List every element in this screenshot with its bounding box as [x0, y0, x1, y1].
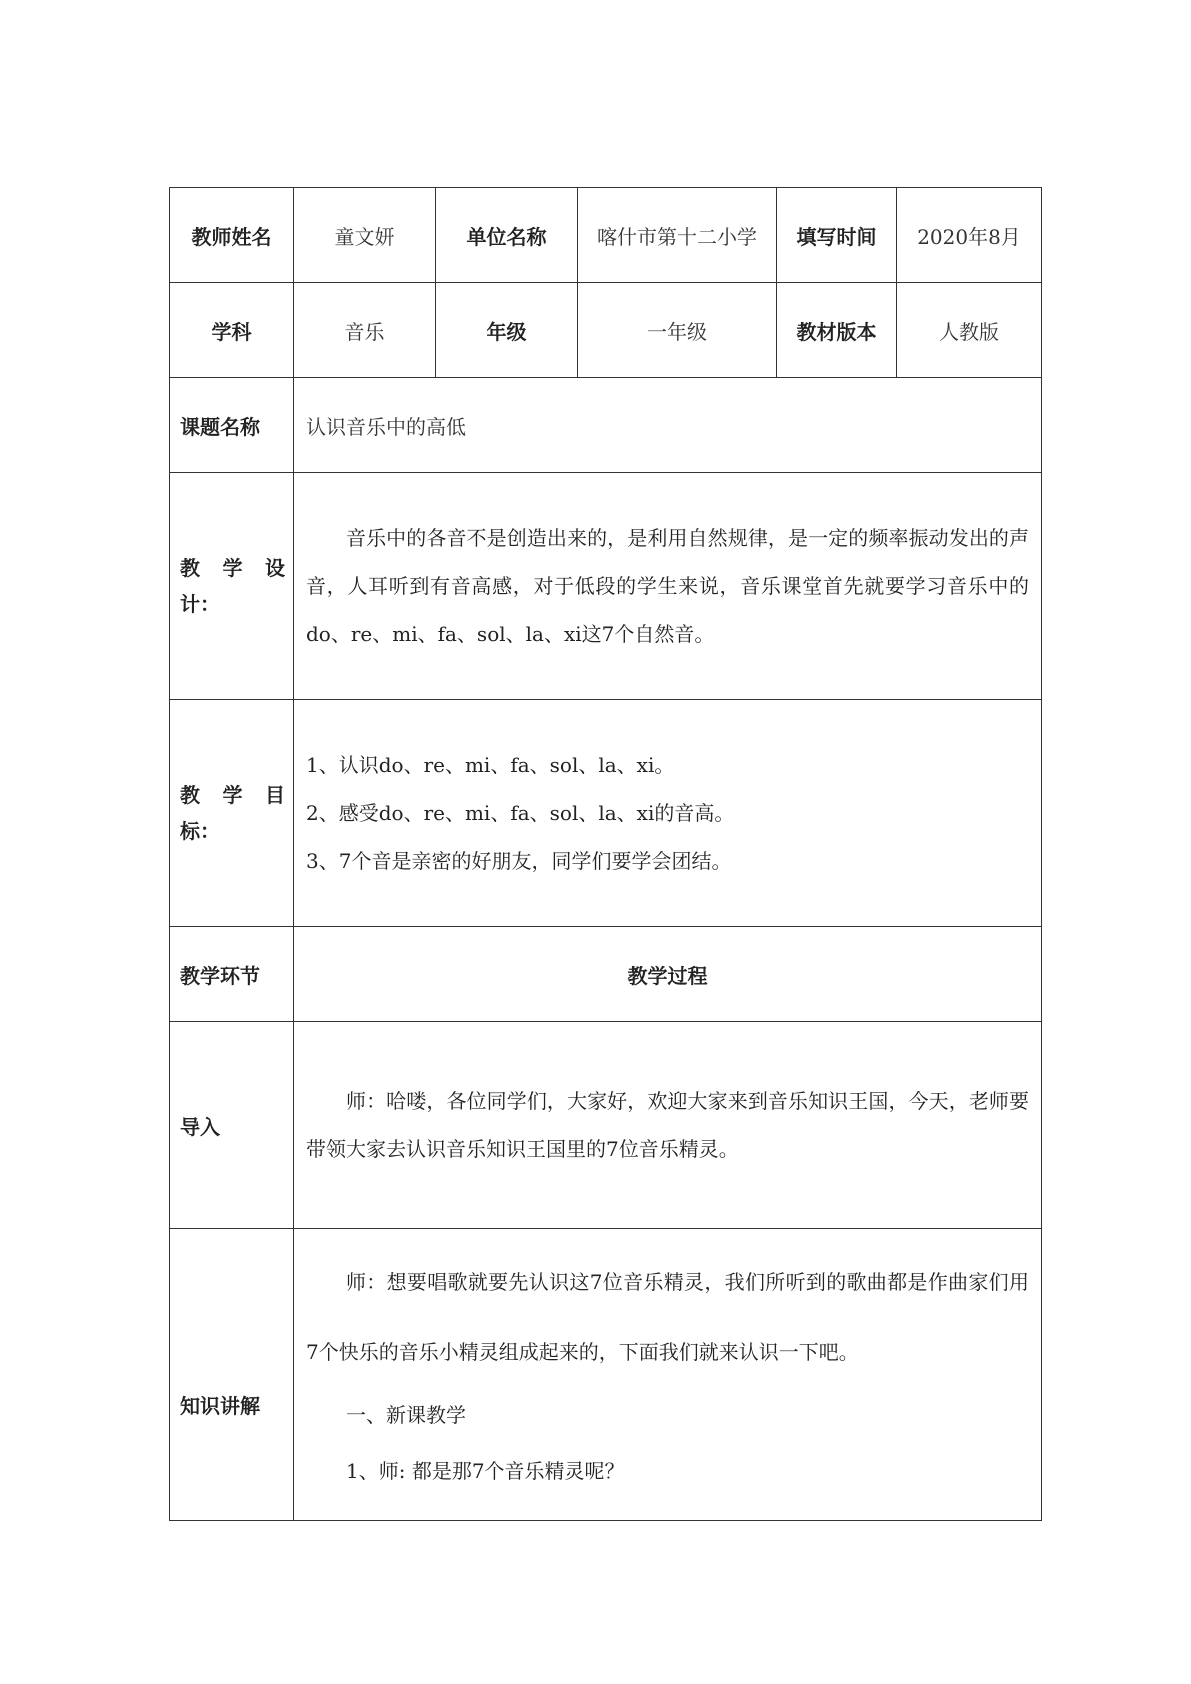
subject-label: 学科 [170, 283, 294, 378]
design-label-char: 设 [265, 556, 285, 580]
lesson-plan-table [169, 187, 1042, 1521]
textbook-edition-label: 教材版本 [777, 283, 897, 378]
teacher-name-label: 教师姓名 [170, 188, 294, 283]
teaching-goals-label [170, 700, 294, 927]
knowledge-label: 知识讲解 [170, 1229, 294, 1521]
goals-label-char: 教 [180, 783, 200, 807]
teaching-design-content [294, 473, 1042, 700]
goal-item: 1、认识do、re、mi、fa、sol、la、xi。 [306, 753, 675, 777]
goals-row [170, 700, 1042, 927]
intro-content [294, 1022, 1042, 1229]
design-label-char: 教 [180, 556, 200, 580]
goals-label-line2: 标： [180, 819, 220, 843]
grade-value: 一年级 [578, 283, 777, 378]
teacher-name-value: 童文妍 [294, 188, 436, 283]
intro-label: 导入 [170, 1022, 294, 1229]
header-row-2 [170, 283, 1042, 378]
grade-label: 年级 [436, 283, 578, 378]
teaching-design-label [170, 473, 294, 700]
topic-row [170, 378, 1042, 473]
topic-value: 认识音乐中的高低 [294, 378, 1042, 473]
fill-date-label: 填写时间 [777, 188, 897, 283]
unit-name-label: 单位名称 [436, 188, 578, 283]
design-row [170, 473, 1042, 700]
intro-row [170, 1022, 1042, 1229]
knowledge-question: 1、师: 都是那7个音乐精灵呢？ [346, 1459, 625, 1483]
knowledge-row [170, 1229, 1042, 1521]
unit-name-value: 喀什市第十二小学 [578, 188, 777, 283]
header-row-1 [170, 188, 1042, 283]
intro-text: 师：哈喽，各位同学们，大家好，欢迎大家来到音乐知识王国，今天，老师要带领大家去认识音乐知识王国里的7位音乐精灵。 [306, 1089, 1029, 1161]
knowledge-content [294, 1229, 1042, 1521]
design-label-char: 学 [222, 556, 243, 580]
subject-value: 音乐 [294, 283, 436, 378]
goals-label-char: 目 [265, 783, 285, 807]
goal-item: 2、感受do、re、mi、fa、sol、la、xi的音高。 [306, 801, 735, 825]
goals-label-char: 学 [222, 783, 243, 807]
textbook-edition-value: 人教版 [897, 283, 1042, 378]
design-label-line2: 计： [180, 592, 220, 616]
teaching-process-label: 教学过程 [294, 927, 1042, 1022]
teaching-stage-label: 教学环节 [170, 927, 294, 1022]
fill-date-value: 2020年8月 [897, 188, 1042, 283]
teaching-goals-content [294, 700, 1042, 927]
process-header-row [170, 927, 1042, 1022]
topic-label: 课题名称 [170, 378, 294, 473]
knowledge-section-title: 一、新课教学 [346, 1403, 466, 1427]
knowledge-paragraph: 师：想要唱歌就要先认识这7位音乐精灵，我们所听到的歌曲都是作曲家们用7个快乐的音乐小精灵组成起来的，下面我们就来认识一下吧。 [306, 1270, 1029, 1364]
goal-item: 3、7个音是亲密的好朋友，同学们要学会团结。 [306, 849, 732, 873]
teaching-design-text: 音乐中的各音不是创造出来的，是利用自然规律，是一定的频率振动发出的声音，人耳听到有音高感，对于低段的学生来说，音乐课堂首先就要学习音乐中的do、re、mi、fa、sol、la、xi这7个自然音。 [306, 526, 1029, 646]
